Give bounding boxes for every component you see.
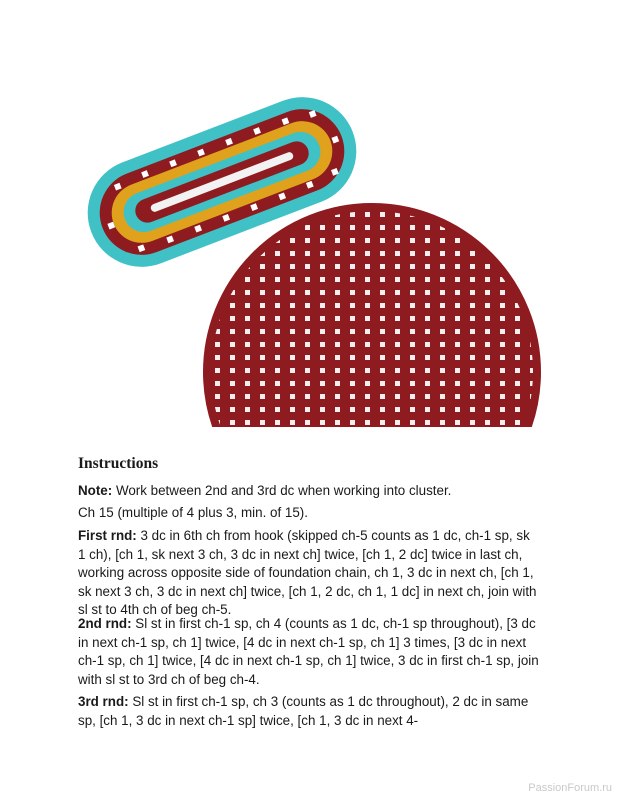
round-1-label: First rnd: [78, 528, 137, 543]
round-red-swatch [207, 207, 537, 430]
round-3-text: Sl st in first ch-1 sp, ch 3 (counts as 1 dc throughout), 2 dc in same sp, [ch 1, 3 dc in next ch-1 sp] twice, [ch 1, 3 dc in next 4- [78, 694, 529, 728]
round-3-paragraph [78, 693, 540, 730]
round-3-label: 3rd rnd: [78, 694, 129, 709]
round-2-paragraph [78, 615, 540, 689]
instructions-heading: Instructions [78, 455, 159, 472]
round-1-text: 3 dc in 6th ch from hook (skipped ch-5 counts as 1 dc, ch-1 sp, sk 1 ch), [ch 1, sk next 3 ch, 3 dc in next ch] twice, [ch 1, 2 dc] twice in last ch, working across opposite side of foundation chain, ch 1, 3 dc in next ch, [ch 1, sk next 3 ch, 3 dc in next ch] twice, [ch 1, 2 dc, ch 1, 1 dc] in next ch, join with sl st to 4th ch of beg ch-5. [78, 528, 537, 618]
watermark: PassionForum.ru [528, 782, 612, 794]
note-label: Note: [78, 483, 113, 498]
round-2-text: Sl st in first ch-1 sp, ch 4 (counts as 1 dc, ch-1 sp throughout), [3 dc in next ch-1 sp, ch 1] twice, [4 dc in next ch-1 sp, ch 1] 3 times, [3 dc in next ch-1 sp, ch 1] twice, [4 dc in next ch-1 sp, ch 1] twice, 3 dc in first ch-1 sp, join with sl st to 3rd ch of beg ch-4. [78, 616, 539, 687]
note-paragraph [78, 482, 540, 501]
round-1-paragraph [78, 527, 540, 620]
round-2-label: 2nd rnd: [78, 616, 132, 631]
note-text: Work between 2nd and 3rd dc when working into cluster. [112, 483, 452, 498]
chain-instruction: Ch 15 (multiple of 4 plus 3, min. of 15). [78, 505, 308, 520]
